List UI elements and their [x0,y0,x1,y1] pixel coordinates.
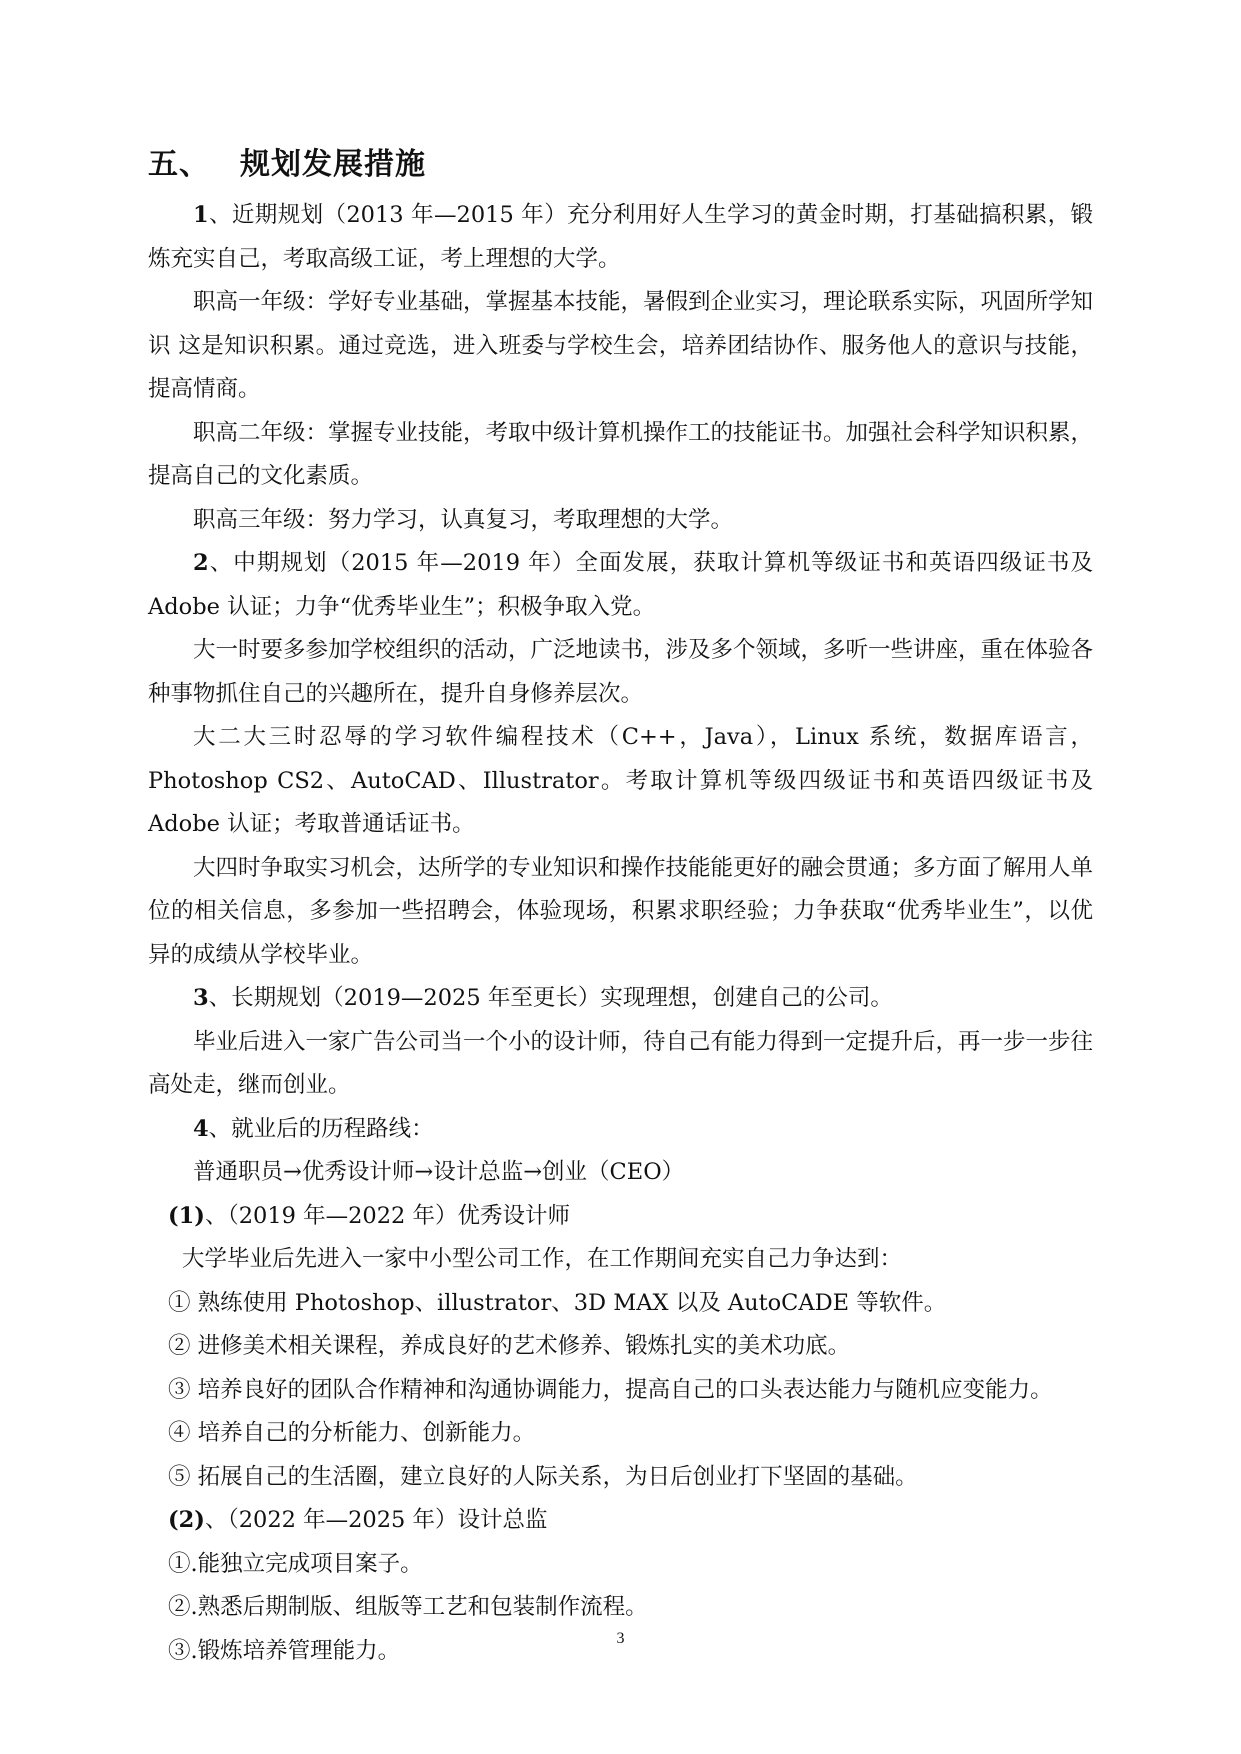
paragraph-near-term [148,194,1093,281]
stage-one-item: ② 进修美术相关课程，养成良好的艺术修养、锻炼扎实的美术功底。 [168,1333,851,1359]
stage-lead-number: (2) [168,1507,205,1533]
stage-one-item: ⑤ 拓展自己的生活圈，建立良好的人际关系，为日后创业打下坚固的基础。 [168,1463,918,1490]
paragraph-long-term [148,977,1093,1021]
paragraph-sophomore-junior: 大二大三时忍辱的学习软件编程技术（C++，Java），Linux 系统，数据库语言，Photoshop CS2、AutoCAD、Illustrator。考取计算机等级四级证书和英语四级证书及 Adobe 认证；考取普通话证书。 [148,724,1093,837]
stage-one-heading [148,1195,1093,1239]
paragraph-freshman: 大一时要多参加学校组织的活动，广泛地读书，涉及多个领域，多听一些讲座，重在体验各种事物抓住自己的兴趣所在，提升自身修养层次。 [148,637,1094,707]
paragraph-career-path-heading [148,1108,1093,1152]
paragraph-lead-number: 3 [193,985,209,1011]
section-number: 五、 [148,147,210,182]
paragraph-text: 、近期规划（2013 年—2015 年）充分利用好人生学习的黄金时期，打基础搞积累，锻炼充实自己，考取高级工证，考上理想的大学。 [148,202,1093,272]
section-title: 规划发展措施 [240,147,426,182]
paragraph-grade-two: 职高二年级：掌握专业技能，考取中级计算机操作工的技能证书。加强社会科学知识积累，提高自己的文化素质。 [148,419,1094,489]
stage-one-item: ③ 培养良好的团队合作精神和沟通协调能力，提高自己的口头表达能力与随机应变能力。 [168,1376,1053,1403]
stage-two-item: ③.锻炼培养管理能力。 [168,1637,401,1664]
stage-one-item: ④ 培养自己的分析能力、创新能力。 [168,1420,536,1446]
stage-title: 、（2019 年—2022 年）优秀设计师 [204,1202,571,1229]
paragraph-lead-number: 4 [193,1115,209,1142]
stage-two-item: ①.能独立完成项目案子。 [168,1550,423,1577]
paragraph-grade-three: 职高三年级：努力学习，认真复习，考取理想的大学。 [193,506,734,533]
paragraph-lead-number: 2 [193,550,209,576]
paragraph-lead-number: 1 [193,202,209,228]
stage-one-intro: 大学毕业后先进入一家中小型公司工作，在工作期间充实自己力争达到： [182,1246,903,1272]
paragraph-text: 、长期规划（2019—2025 年至更长）实现理想，创建自己的公司。 [208,985,893,1011]
paragraph-career-path: 普通职员→优秀设计师→设计总监→创业（CEO） [193,1159,685,1185]
paragraph-grade-one: 职高一年级：学好专业基础，掌握基本技能，暑假到企业实习，理论联系实际，巩固所学知识 这是知识积累。通过竞选，进入班委与学校生会，培养团结协作、服务他人的意识与技能，提高情商。 [148,289,1094,402]
paragraph-after-graduation: 毕业后进入一家广告公司当一个小的设计师，待自己有能力得到一定提升后，再一步一步往高处走，继而创业。 [148,1028,1094,1098]
paragraph-text: 、中期规划（2015 年—2019 年）全面发展，获取计算机等级证书和英语四级证书及 Adobe 认证；力争“优秀毕业生”；积极争取入党。 [148,550,1093,620]
section-heading [148,138,1093,192]
page-number: 3 [616,1630,625,1647]
stage-one-item: ① 熟练使用 Photoshop、illustrator、3D MAX 以及 AutoCADE 等软件。 [168,1289,947,1316]
stage-lead-number: (1) [168,1202,205,1229]
stage-title: 、（2022 年—2025 年）设计总监 [204,1507,548,1533]
stage-two-heading [148,1499,1093,1543]
page-content [148,138,1093,1673]
paragraph-mid-term [148,542,1093,629]
paragraph-senior: 大四时争取实习机会，达所学的专业知识和操作技能能更好的融会贯通；多方面了解用人单位的相关信息，多参加一些招聘会，体验现场，积累求职经验；力争获取“优秀毕业生”，以优异的成绩从学校毕业。 [148,854,1094,968]
stage-two-item: ②.熟悉后期制版、组版等工艺和包装制作流程。 [168,1594,648,1620]
paragraph-text: 、就业后的历程路线： [208,1115,434,1142]
